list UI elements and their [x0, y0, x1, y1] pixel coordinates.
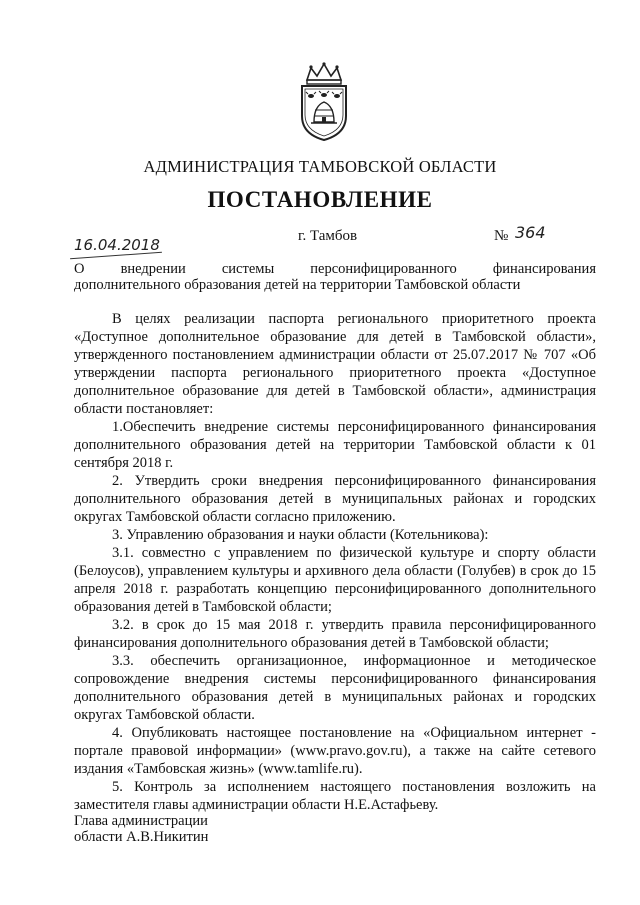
signature-block — [74, 813, 208, 845]
document-city: г. Тамбов — [298, 228, 358, 244]
signature-line-2: области А.В.Никитин — [74, 829, 209, 845]
document-type-title: ПОСТАНОВЛЕНИЕ — [207, 187, 433, 212]
item-paragraph-3-1: 3.1. совместно с управлением по физической культуре и спорту области (Белоусов), управлением культуры и архивного дела области (Голубев) в срок до 15 апреля 2018 г. разработать концепцию персонифицированного дополнительного образования детей в Тамбовской области; — [74, 545, 596, 615]
item-paragraph-4: 4. Опубликовать настоящее постановление на «Официальном интернет - портале правовой информации» (www.pravo.gov.ru), а также на сайте сетевого издания «Тамбовская жизнь» (www.tamlife.ru). — [74, 725, 596, 777]
organization-name: АДМИНИСТРАЦИЯ ТАМБОВСКОЙ ОБЛАСТИ — [143, 157, 497, 176]
signature-line-1: Глава администрации — [74, 813, 208, 829]
subject-line-1: О внедрении системы персонифицированного финансирования — [74, 261, 596, 277]
document-number-label: № — [494, 228, 509, 244]
item-paragraph-3: 3. Управлению образования и науки области (Котельникова): — [112, 527, 489, 543]
subject-line-2: дополнительного образования детей на территории Тамбовской области — [74, 277, 521, 293]
item-paragraph-1: 1.Обеспечить внедрение системы персонифицированного финансирования дополнительного образования детей на территории Тамбовской области к 01 сентября 2018 г. — [74, 419, 596, 471]
item-paragraph-5: 5. Контроль за исполнением настоящего постановления возложить на заместителя главы администрации области Н.Е.Астафьеву. — [74, 779, 596, 813]
item-paragraph-3-2: 3.2. в срок до 15 мая 2018 г. утвердить правила персонифицированного финансирования дополнительного образования детей в Тамбовской области; — [74, 617, 596, 651]
item-paragraph-3-3: 3.3. обеспечить организационное, информационное и методическое сопровождение внедрения системы персонифицированного финансирования дополнительного образования детей в муниципальных районах и городских округах Тамбовской области. — [74, 653, 596, 723]
document-number: 364 — [515, 223, 546, 242]
item-paragraph-2: 2. Утвердить сроки внедрения персонифицированного финансирования дополнительного образования детей в муниципальных районах и городских округах Тамбовской области согласно приложению. — [74, 473, 596, 525]
document-date: 16.04.2018 — [74, 236, 160, 254]
tambov-coat-of-arms-icon — [297, 62, 351, 142]
preamble-paragraph: В целях реализации паспорта регионального приоритетного проекта «Доступное дополнительное образование для детей в Тамбовской области», утвержденного постановлением администрации области от 25.07.2017 № 707 «Об утверждении паспорта регионального приоритетного проекта «Доступное дополнительное образование для детей в Тамбовской области», администрация области постановляет: — [74, 311, 596, 417]
document-body — [74, 310, 596, 814]
document-subject — [74, 261, 596, 293]
